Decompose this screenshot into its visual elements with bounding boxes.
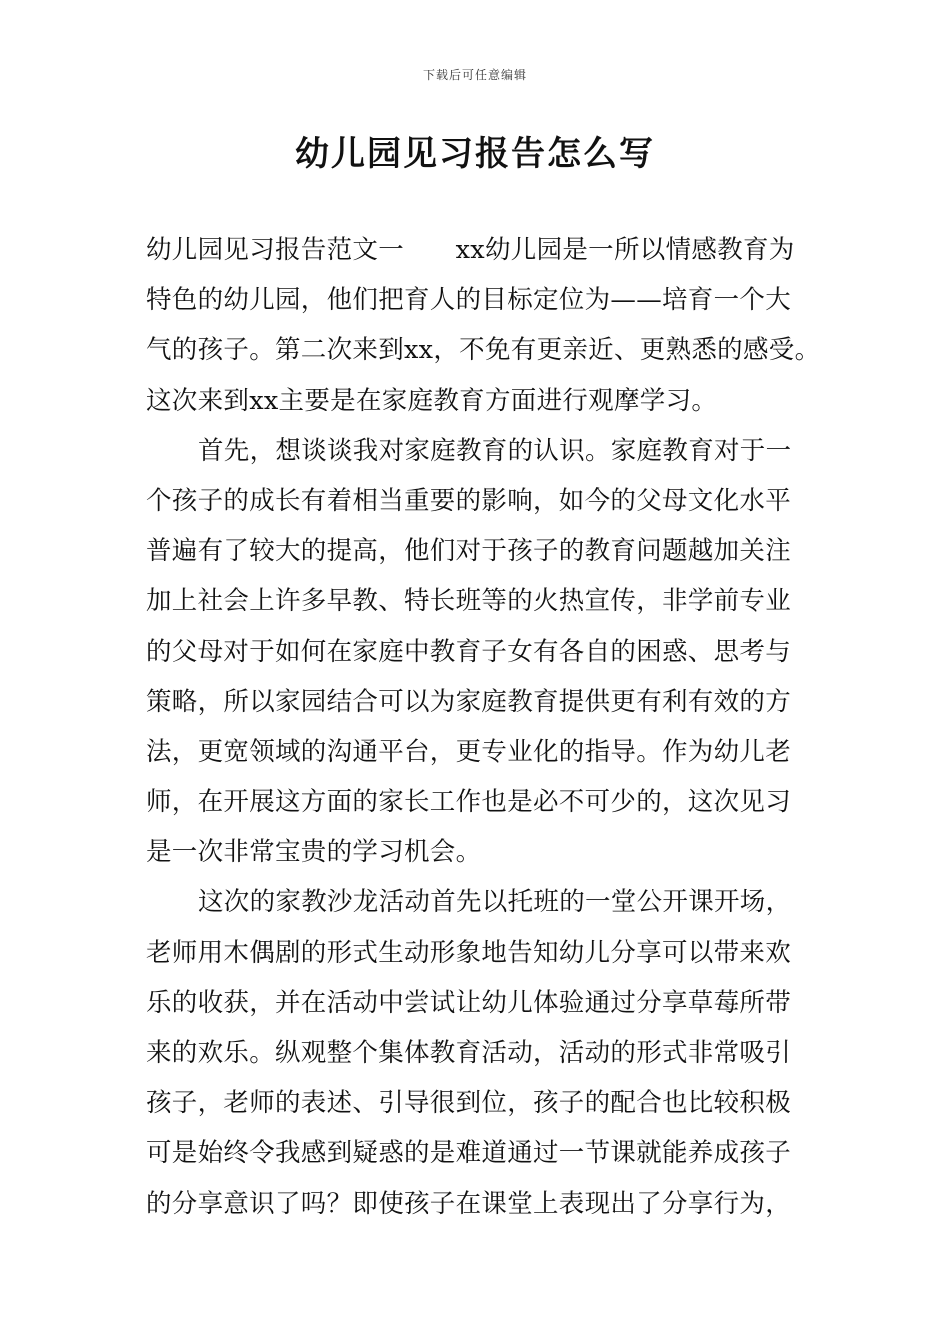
paragraph-line: 加上社会上许多早教、特长班等的火热宣传，非学前专业 bbox=[146, 586, 792, 617]
paragraph-line: 策略，所以家园结合可以为家庭教育提供更有利有效的方 bbox=[146, 686, 792, 717]
paragraph-line: 的分享意识了吗？即使孩子在课堂上表现出了分享行为， bbox=[146, 1188, 792, 1219]
paragraph-line: 幼儿园见习报告范文一 xx幼儿园是一所以情感教育为 bbox=[146, 235, 795, 265]
paragraph-line: 个孩子的成长有着相当重要的影响，如今的父母文化水平 bbox=[146, 485, 792, 516]
paragraph-line: 这次的家教沙龙活动首先以托班的一堂公开课开场， bbox=[198, 887, 792, 918]
paragraph-line: 首先，想谈谈我对家庭教育的认识。家庭教育对于一 bbox=[198, 435, 792, 466]
paragraph-line: 气的孩子。第二次来到xx，不免有更亲近、更熟悉的感受。 bbox=[146, 335, 821, 366]
paragraph-line: 的父母对于如何在家庭中教育子女有各自的困惑、思考与 bbox=[146, 636, 792, 667]
document-title: 幼儿园见习报告怎么写 bbox=[295, 134, 655, 174]
paragraph-line: 孩子，老师的表述、引导很到位，孩子的配合也比较积极 bbox=[146, 1088, 792, 1119]
paragraph bbox=[146, 228, 821, 429]
paragraph-line: 是一次非常宝贵的学习机会。 bbox=[146, 837, 482, 868]
paragraph-line: 普遍有了较大的提高，他们对于孩子的教育问题越加关注 bbox=[146, 536, 792, 567]
paragraph-line: 师，在开展这方面的家长工作也是必不可少的，这次见习 bbox=[146, 787, 792, 818]
paragraph-line: 这次来到xx主要是在家庭教育方面进行观摩学习。 bbox=[146, 385, 718, 416]
paragraph-line: 法，更宽领域的沟通平台，更专业化的指导。作为幼儿老 bbox=[146, 736, 792, 767]
paragraph-line: 可是始终令我感到疑惑的是难道通过一节课就能养成孩子 bbox=[146, 1138, 792, 1169]
paragraph bbox=[146, 429, 806, 881]
paragraph-line: 老师用木偶剧的形式生动形象地告知幼儿分享可以带来欢 bbox=[146, 937, 792, 968]
paragraph-line: 乐的收获，并在活动中尝试让幼儿体验通过分享草莓所带 bbox=[146, 987, 792, 1018]
document-body bbox=[146, 228, 821, 1232]
header-note: 下载后可任意编辑 bbox=[422, 68, 527, 82]
paragraph-line: 特色的幼儿园，他们把育人的目标定位为——培育一个大 bbox=[146, 285, 792, 316]
paragraph-line: 来的欢乐。纵观整个集体教育活动，活动的形式非常吸引 bbox=[146, 1038, 792, 1068]
paragraph bbox=[146, 880, 806, 1231]
